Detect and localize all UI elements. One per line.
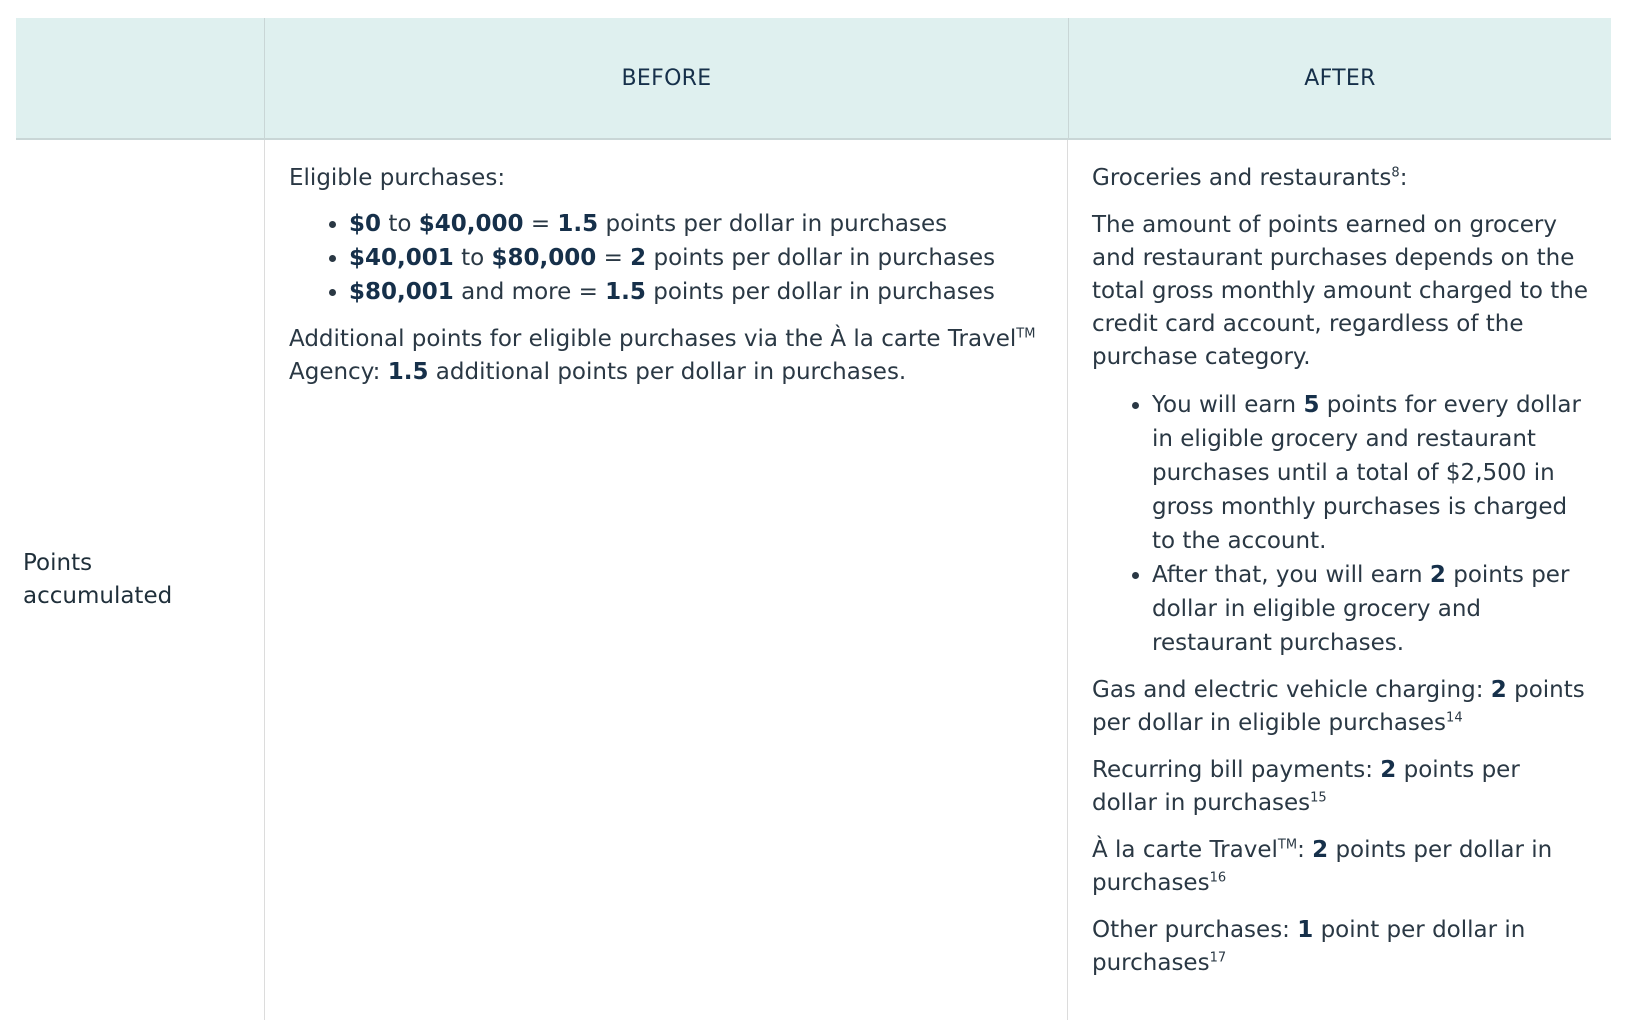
- header-empty-cell: [16, 18, 265, 138]
- gas-ev-points: Gas and electric vehicle charging: 2 points per dollar in eligible purchases$^{14}$: [1092, 677, 1585, 736]
- table-header: [16, 18, 1611, 140]
- groceries-description: The amount of points earned on grocery and restaurant purchases depends on the total gross monthly amount charged to the credit card account, regardless of the purchase category.: [1092, 212, 1588, 370]
- eligible-purchases-intro: Eligible purchases:: [289, 165, 506, 191]
- list-item: • $0 to $40,000 = 1.5 points per dollar in purchases: [349, 207, 1043, 241]
- header-after: AFTER: [1304, 65, 1376, 91]
- row-label-cell: [16, 140, 265, 1020]
- travel-points: À la carte Travel™: 2 points per dollar in purchases$^{16}$: [1092, 837, 1553, 896]
- comparison-table: [16, 18, 1611, 1020]
- groceries-list: [1092, 388, 1591, 660]
- list-item: • After that, you will earn 2 points per dollar in eligible grocery and restaurant purchases.: [1152, 558, 1591, 660]
- header-before-cell: [265, 18, 1069, 138]
- other-purchases-points: Other purchases: 1 point per dollar in purchases$^{17}$: [1092, 917, 1526, 976]
- table-row: [16, 140, 1611, 1020]
- travel-agency-points: Additional points for eligible purchases via the À la carte Travel™ Agency: 1.5 additional points per dollar in purchases.: [289, 326, 1036, 385]
- before-cell: [265, 140, 1068, 1020]
- list-item: • You will earn 5 points for every dollar in eligible grocery and restaurant purchases until a total of $2,500 in gross monthly purchases is charged to the account.: [1152, 388, 1591, 558]
- header-after-cell: [1069, 18, 1611, 138]
- recurring-bill-points: Recurring bill payments: 2 points per dollar in purchases$^{15}$: [1092, 757, 1520, 816]
- after-cell: [1068, 140, 1611, 1020]
- row-label: Points accumulated: [23, 550, 173, 609]
- tier-list: [289, 207, 1043, 309]
- groceries-title: Groceries and restaurants$^8$:: [1092, 165, 1408, 191]
- header-before: BEFORE: [621, 65, 712, 91]
- list-item: • $80,001 and more = 1.5 points per dollar in purchases: [349, 275, 1043, 309]
- list-item: • $40,001 to $80,000 = 2 points per dollar in purchases: [349, 241, 1043, 275]
